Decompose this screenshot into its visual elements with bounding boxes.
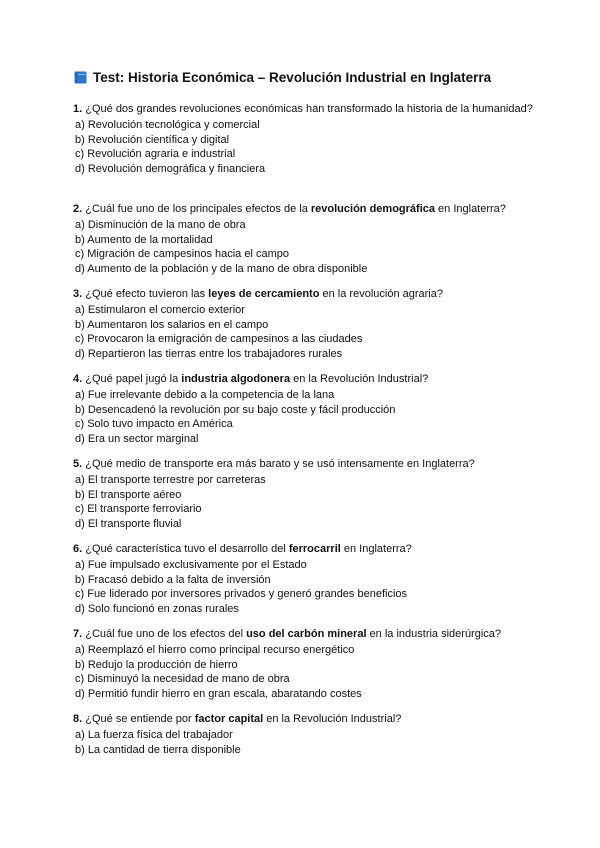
question-number: 7. [73,628,83,640]
question-number: 4. [73,373,83,385]
option-d[interactable]: d) Revolución demográfica y financiera [75,163,266,176]
option-d[interactable]: d) Era un sector marginal [75,433,199,446]
question-keyword: leyes de cercamiento [208,288,320,300]
option-d[interactable]: d) El transporte fluvial [75,518,182,531]
question-text: ¿Qué dos grandes revoluciones económicas han transformado la historia de la humanidad? [85,103,533,115]
question-stem [73,627,533,642]
question-number: 1. [73,103,83,115]
question-stem [73,287,533,302]
question-stem [73,202,533,217]
question-keyword: uso del carbón mineral [246,628,367,640]
option-b[interactable]: b) El transporte aéreo [75,488,182,501]
option-b[interactable]: b) Revolución científica y digital [75,133,230,146]
question-text-end: en la revolución agraria? [319,288,443,300]
option-b[interactable]: b) Fracasó debido a la falta de inversión [75,573,271,586]
option-a[interactable]: a) Fue impulsado exclusivamente por el Estado [75,558,307,571]
option-a[interactable]: a) Revolución tecnológica y comercial [75,118,260,131]
blue-book-icon [74,71,87,84]
question-text: ¿Cuál fue uno de los principales efectos de la [85,203,311,215]
question-text-end: en la Revolución Industrial? [290,373,429,385]
option-c[interactable]: c) Migración de campesinos hacia el campo [75,248,289,261]
option-b[interactable]: b) Desencadenó la revolución por su bajo coste y fácil producción [75,403,396,416]
option-d[interactable]: d) Solo funcionó en zonas rurales [75,603,239,616]
question-text-end: en la Revolución Industrial? [263,713,402,725]
question-text: ¿Cuál fue uno de los efectos del [85,628,247,640]
option-c[interactable]: c) Solo tuvo impacto en América [75,418,233,431]
option-a[interactable]: a) Reemplazó el hierro como principal recurso energético [75,643,355,656]
option-c[interactable]: c) Disminuyó la necesidad de mano de obra [75,673,290,686]
question-stem [73,102,533,117]
question-text-end: en Inglaterra? [434,203,506,215]
question-5 [73,457,533,532]
question-number: 8. [73,713,83,725]
question-text: ¿Qué medio de transporte era más barato y se usó intensamente en Inglaterra? [85,458,475,470]
question-8 [73,712,533,757]
option-a[interactable]: a) Fue irrelevante debido a la competencia de la lana [75,388,335,401]
option-b[interactable]: b) Aumentaron los salarios en el campo [75,318,269,331]
option-c[interactable]: c) Revolución agraria e industrial [75,148,236,161]
option-d[interactable]: d) Repartieron las tierras entre los trabajadores rurales [75,348,343,361]
question-stem [73,542,533,557]
question-keyword: revolución demográfica [310,203,435,215]
question-number: 6. [73,543,83,555]
question-number: 2. [73,203,83,215]
question-text-end: en la industria siderúrgica? [366,628,502,640]
option-a[interactable]: a) Disminución de la mano de obra [75,218,246,231]
option-d[interactable]: d) Permitió fundir hierro en gran escala, abaratando costes [75,688,362,701]
option-b[interactable]: b) Redujo la producción de hierro [75,658,238,671]
page-title-text: Test: Historia Económica – Revolución Industrial en Inglaterra [93,70,492,85]
option-b[interactable]: b) Aumento de la mortalidad [75,233,213,246]
question-keyword: industria algodonera [181,373,291,385]
question-text-end: en Inglaterra? [340,543,412,555]
question-stem [73,712,533,727]
option-c[interactable]: c) El transporte ferroviario [75,503,202,516]
option-c[interactable]: c) Provocaron la emigración de campesinos a las ciudades [75,333,363,346]
question-stem [73,457,533,472]
question-keyword: ferrocarril [288,543,341,555]
question-number: 3. [73,288,83,300]
option-c[interactable]: c) Fue liderado por inversores privados y generó grandes beneficios [75,588,408,601]
question-keyword: factor capital [194,713,264,725]
question-2 [73,202,533,277]
question-stem [73,372,533,387]
question-text: ¿Qué efecto tuvieron las [85,288,209,300]
question-4 [73,372,533,447]
option-a[interactable]: a) Estimularon el comercio exterior [75,303,245,316]
question-text: ¿Qué papel jugó la [85,373,182,385]
question-7 [73,627,533,702]
option-b[interactable]: b) La cantidad de tierra disponible [75,743,241,756]
question-6 [73,542,533,617]
page-title [74,70,491,85]
question-3 [73,287,533,362]
option-a[interactable]: a) El transporte terrestre por carreteras [75,473,266,486]
question-number: 5. [73,458,83,470]
question-text: ¿Qué se entiende por [85,713,195,725]
question-text: ¿Qué característica tuvo el desarrollo del [85,543,289,555]
option-d[interactable]: d) Aumento de la población y de la mano de obra disponible [75,263,368,276]
option-a[interactable]: a) La fuerza física del trabajador [75,728,233,741]
question-1 [73,102,533,177]
